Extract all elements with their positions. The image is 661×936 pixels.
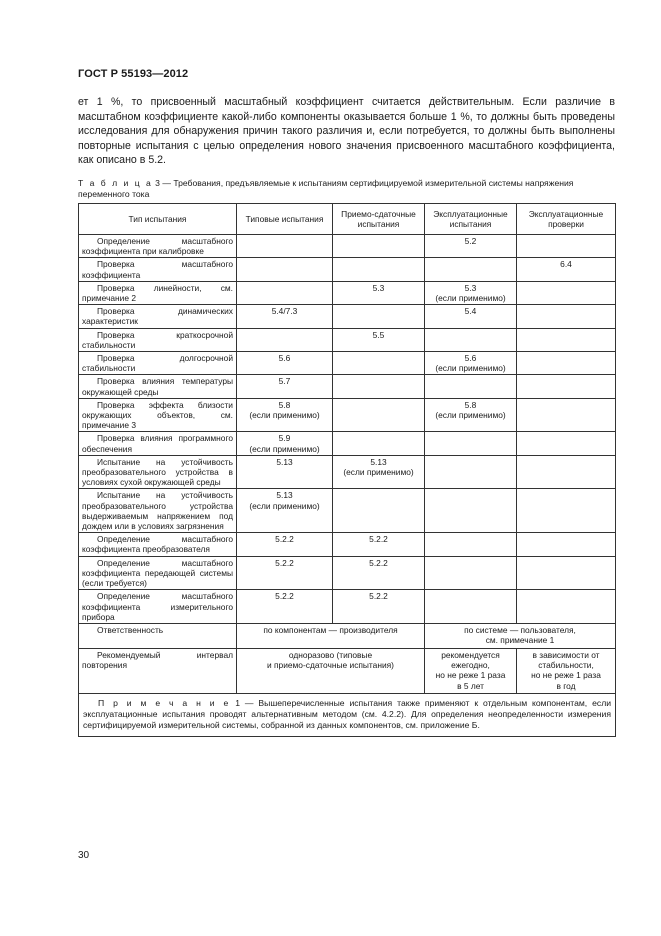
interval-label: Рекомендуемый интервал повторения xyxy=(79,648,237,693)
table-row xyxy=(79,258,616,281)
clause-cell xyxy=(517,305,616,328)
test-type-cell: Проверка линейности, см. примечание 2 xyxy=(79,281,237,304)
clause-cell: 5.9 (если применимо) xyxy=(237,432,333,455)
test-type-cell: Определение масштабного коэффициента при калибровке xyxy=(79,235,237,258)
test-type-cell: Проверка влияния температуры окружающей среды xyxy=(79,375,237,398)
clause-cell: 5.4/7.3 xyxy=(237,305,333,328)
clause-cell: 6.4 xyxy=(517,258,616,281)
clause-cell xyxy=(517,375,616,398)
test-type-cell: Проверка эффекта близости окружающих объектов, см. примечание 3 xyxy=(79,398,237,432)
header-test-type: Тип испытания xyxy=(79,204,237,235)
note-row xyxy=(79,693,616,736)
table-row xyxy=(79,281,616,304)
clause-cell: 5.2.2 xyxy=(237,533,333,556)
document-header: ГОСТ Р 55193—2012 xyxy=(78,68,189,80)
clause-cell xyxy=(333,489,425,533)
clause-cell: 5.8 (если применимо) xyxy=(425,398,517,432)
clause-cell: 5.2 xyxy=(425,235,517,258)
clause-cell: 5.7 xyxy=(237,375,333,398)
test-type-cell: Испытание на устойчивость преобразовательного устройства выдерживаемым напряжением под дождем или в условиях загрязнения xyxy=(79,489,237,533)
table-header-row xyxy=(79,204,616,235)
interval-once: одноразово (типовые и приемо-сдаточные испытания) xyxy=(237,648,425,693)
table-row xyxy=(79,455,616,489)
clause-cell: 5.2.2 xyxy=(237,556,333,590)
clause-cell xyxy=(517,398,616,432)
clause-cell: 5.6 (если применимо) xyxy=(425,352,517,375)
clause-cell xyxy=(237,328,333,351)
table-caption xyxy=(78,178,615,199)
body-paragraph: ет 1 %, то присвоенный масштабный коэффициент считается действительным. Если различие в масштабном коэффициенте какой-либо компоненты оказывается больше 1 %, то должны быть проведены исследования для обнаружения причин такого различия и, если потребуется, то должны быть выполнены повторные испытания с целью определения нового значения присвоенного масштабного коэффициента, как описано в 5.2. xyxy=(78,96,615,167)
table-row xyxy=(79,352,616,375)
clause-cell xyxy=(237,258,333,281)
clause-cell: 5.4 xyxy=(425,305,517,328)
clause-cell: 5.5 xyxy=(333,328,425,351)
clause-cell: 5.13 (если применимо) xyxy=(237,489,333,533)
responsibility-row xyxy=(79,623,616,648)
test-type-cell: Проверка долгосрочной стабильности xyxy=(79,352,237,375)
responsibility-system: по системе — пользователя, см. примечание 1 xyxy=(425,623,616,648)
clause-cell xyxy=(333,352,425,375)
clause-cell xyxy=(425,258,517,281)
header-operational-tests: Эксплуатационные испытания xyxy=(425,204,517,235)
responsibility-components: по компонентам — производителя xyxy=(237,623,425,648)
note-text: 1 — Вышеперечисленные испытания также применяют к отдельным компонентам, если эксплуатационные испытания проводят альтернативным методом (см. 4.2.2). Для определения неопределенности измерения сертифицируемой измерительной системы, собранной из данных компонентов, см. приложение Б. xyxy=(83,697,612,731)
clause-cell xyxy=(517,489,616,533)
clause-cell: 5.13 xyxy=(237,455,333,489)
clause-cell xyxy=(425,455,517,489)
test-type-cell: Определение масштабного коэффициента измерительного прибора xyxy=(79,590,237,624)
table-caption-text: 3 — Требования, предъявляемые к испытаниям сертифицируемой измерительной системы напряжения переменного тока xyxy=(78,178,574,199)
test-type-cell: Определение масштабного коэффициента передающей системы (если требуется) xyxy=(79,556,237,590)
table-caption-label: Т а б л и ц а xyxy=(78,178,153,188)
clause-cell xyxy=(333,398,425,432)
clause-cell: 5.8 (если применимо) xyxy=(237,398,333,432)
responsibility-label: Ответственность xyxy=(79,623,237,648)
table-row xyxy=(79,328,616,351)
clause-cell xyxy=(425,533,517,556)
header-acceptance-tests: Приемо-сдаточные испытания xyxy=(333,204,425,235)
page-number: 30 xyxy=(78,850,90,861)
clause-cell xyxy=(425,328,517,351)
table-row xyxy=(79,533,616,556)
clause-cell xyxy=(333,375,425,398)
header-type-tests: Типовые испытания xyxy=(237,204,333,235)
table-row xyxy=(79,556,616,590)
clause-cell xyxy=(333,235,425,258)
clause-cell: 5.2.2 xyxy=(333,556,425,590)
clause-cell: 5.13 (если применимо) xyxy=(333,455,425,489)
table-note xyxy=(79,693,616,736)
clause-cell xyxy=(517,590,616,624)
clause-cell xyxy=(425,432,517,455)
test-type-cell: Проверка влияния программного обеспечения xyxy=(79,432,237,455)
clause-cell xyxy=(425,590,517,624)
clause-cell xyxy=(425,375,517,398)
clause-cell xyxy=(333,305,425,328)
clause-cell: 5.3 (если применимо) xyxy=(425,281,517,304)
table-footer xyxy=(79,623,616,736)
table-row xyxy=(79,398,616,432)
clause-cell: 5.2.2 xyxy=(237,590,333,624)
table-body xyxy=(79,235,616,624)
clause-cell xyxy=(517,328,616,351)
table-row xyxy=(79,489,616,533)
clause-cell: 5.2.2 xyxy=(333,590,425,624)
note-label: П р и м е ч а н и е xyxy=(98,697,231,708)
clause-cell: 5.6 xyxy=(237,352,333,375)
clause-cell xyxy=(237,281,333,304)
test-type-cell: Проверка масштабного коэффициента xyxy=(79,258,237,281)
clause-cell xyxy=(517,533,616,556)
table-row xyxy=(79,590,616,624)
clause-cell xyxy=(517,352,616,375)
interval-row xyxy=(79,648,616,693)
clause-cell xyxy=(517,432,616,455)
requirements-table xyxy=(78,203,616,737)
table-row xyxy=(79,305,616,328)
table-row xyxy=(79,432,616,455)
clause-cell: 5.3 xyxy=(333,281,425,304)
test-type-cell: Проверка краткосрочной стабильности xyxy=(79,328,237,351)
clause-cell xyxy=(333,258,425,281)
clause-cell xyxy=(237,235,333,258)
clause-cell xyxy=(517,556,616,590)
header-operational-checks: Эксплуатационные проверки xyxy=(517,204,616,235)
clause-cell xyxy=(517,235,616,258)
table-row xyxy=(79,235,616,258)
clause-cell: 5.2.2 xyxy=(333,533,425,556)
test-type-cell: Испытание на устойчивость преобразовательного устройства в условиях сухой окружающей среды xyxy=(79,455,237,489)
interval-stability: в зависимости от стабильности, но не реже 1 раза в год xyxy=(517,648,616,693)
test-type-cell: Определение масштабного коэффициента преобразователя xyxy=(79,533,237,556)
interval-yearly: рекомендуется ежегодно, но не реже 1 раза в 5 лет xyxy=(425,648,517,693)
clause-cell xyxy=(333,432,425,455)
clause-cell xyxy=(517,281,616,304)
clause-cell xyxy=(425,556,517,590)
clause-cell xyxy=(425,489,517,533)
table-row xyxy=(79,375,616,398)
test-type-cell: Проверка динамических характеристик xyxy=(79,305,237,328)
clause-cell xyxy=(517,455,616,489)
